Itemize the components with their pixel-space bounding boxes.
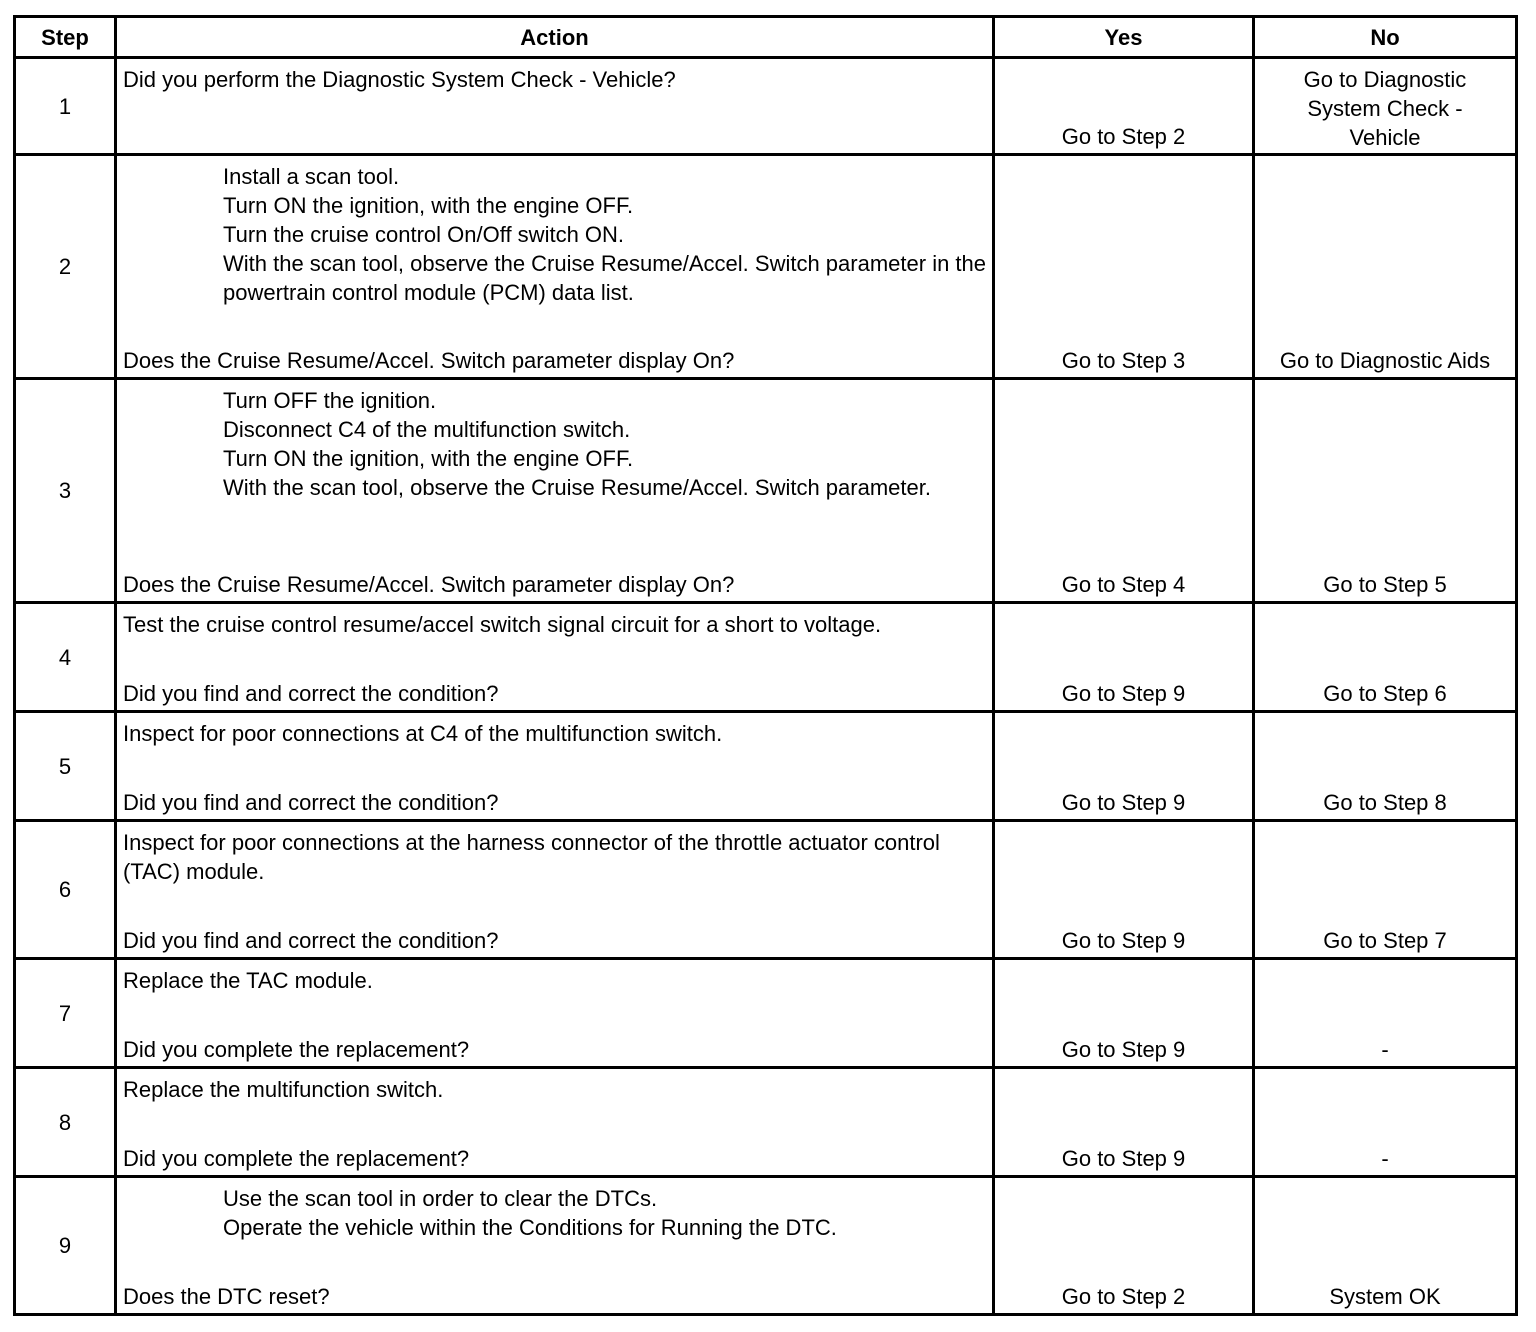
- step-number: 3: [15, 379, 116, 603]
- no-cell: [1254, 959, 1517, 1068]
- header-no: No: [1254, 17, 1517, 58]
- action-body: [123, 828, 988, 886]
- no-cell: [1254, 1177, 1517, 1315]
- header-action: Action: [116, 17, 994, 58]
- instruction-item: Use the scan tool in order to clear the DTCs.: [223, 1186, 658, 1211]
- action-content: [117, 156, 992, 377]
- no-result: -: [1381, 1146, 1389, 1171]
- action-content: [117, 604, 992, 710]
- action-text: Inspect for poor connections at the harness connector of the throttle actuator control (TAC) module.: [123, 830, 940, 884]
- action-cell: [116, 821, 994, 959]
- action-cell: [116, 1068, 994, 1177]
- action-cell: [116, 712, 994, 821]
- no-result: Go to Step 5: [1323, 572, 1447, 597]
- yes-cell: [994, 58, 1254, 155]
- action-cell: [116, 58, 994, 155]
- action-body: [123, 65, 988, 94]
- no-result: Go to Diagnostic Aids: [1279, 348, 1491, 373]
- no-result: Go to Step 6: [1323, 681, 1447, 706]
- instruction-list: [123, 386, 988, 502]
- instruction-item: Operate the vehicle within the Conditions for Running the DTC.: [223, 1215, 837, 1240]
- step-number: 1: [15, 58, 116, 155]
- action-text: Replace the multifunction switch.: [123, 1077, 444, 1102]
- no-cell: [1254, 821, 1517, 959]
- action-content: [117, 1178, 992, 1313]
- step-number: 2: [15, 155, 116, 379]
- yes-result: Go to Step 9: [1061, 928, 1186, 953]
- step-number: 8: [15, 1068, 116, 1177]
- yes-result: Go to Step 4: [1061, 572, 1186, 597]
- yes-cell: [994, 712, 1254, 821]
- no-cell: [1254, 58, 1517, 155]
- yes-cell: [994, 1068, 1254, 1177]
- action-text: Inspect for poor connections at C4 of the multifunction switch.: [123, 721, 723, 746]
- yes-cell: [994, 1177, 1254, 1315]
- action-content: [117, 713, 992, 819]
- action-cell: [116, 1177, 994, 1315]
- action-cell: [116, 603, 994, 712]
- no-cell: [1254, 603, 1517, 712]
- no-result: -: [1381, 1037, 1389, 1062]
- yes-cell: [994, 155, 1254, 379]
- no-result: Go to Diagnostic System Check - Vehicle: [1303, 67, 1467, 150]
- step-number: 6: [15, 821, 116, 959]
- action-question: Does the Cruise Resume/Accel. Switch parameter display On?: [123, 572, 735, 597]
- instruction-list: [123, 1184, 988, 1242]
- instruction-list: [123, 162, 988, 307]
- yes-result: Go to Step 9: [1061, 1146, 1186, 1171]
- action-body: [123, 1184, 988, 1242]
- step-number: 4: [15, 603, 116, 712]
- yes-result: Go to Step 2: [1061, 124, 1186, 149]
- table-row: [15, 1177, 1517, 1315]
- action-body: [123, 386, 988, 502]
- table-row: [15, 58, 1517, 155]
- action-body: [123, 610, 988, 639]
- table-row: [15, 712, 1517, 821]
- action-question: Does the DTC reset?: [123, 1284, 330, 1309]
- action-question: Did you find and correct the condition?: [123, 681, 499, 706]
- no-result: Go to Step 7: [1323, 928, 1447, 953]
- yes-cell: [994, 959, 1254, 1068]
- instruction-item: Turn ON the ignition, with the engine OFF.: [223, 446, 634, 471]
- action-content: [117, 380, 992, 601]
- action-body: [123, 966, 988, 995]
- action-content: [117, 1069, 992, 1175]
- table-row: [15, 155, 1517, 379]
- yes-result: Go to Step 9: [1061, 790, 1186, 815]
- instruction-item: Install a scan tool.: [223, 164, 400, 189]
- table-row: [15, 821, 1517, 959]
- yes-result: Go to Step 3: [1061, 348, 1186, 373]
- instruction-item: Turn the cruise control On/Off switch ON.: [223, 222, 625, 247]
- yes-result: Go to Step 9: [1061, 681, 1186, 706]
- no-cell: [1254, 712, 1517, 821]
- diagnostic-table: [13, 15, 1518, 1316]
- action-question: Does the Cruise Resume/Accel. Switch parameter display On?: [123, 348, 735, 373]
- table-row: [15, 1068, 1517, 1177]
- no-result: System OK: [1329, 1284, 1441, 1309]
- yes-cell: [994, 603, 1254, 712]
- action-question: Did you find and correct the condition?: [123, 790, 499, 815]
- no-result: Go to Step 8: [1323, 790, 1447, 815]
- table-row: [15, 603, 1517, 712]
- instruction-item: Disconnect C4 of the multifunction switch.: [223, 417, 631, 442]
- table-row: [15, 959, 1517, 1068]
- action-question: Did you complete the replacement?: [123, 1037, 470, 1062]
- action-text: Did you perform the Diagnostic System Check - Vehicle?: [123, 67, 676, 92]
- instruction-item: Turn OFF the ignition.: [223, 388, 437, 413]
- header-yes: Yes: [994, 17, 1254, 58]
- instruction-item: With the scan tool, observe the Cruise Resume/Accel. Switch parameter in the powertrain control module (PCM) data list.: [223, 251, 987, 305]
- table-row: [15, 379, 1517, 603]
- action-content: [117, 960, 992, 1066]
- action-content: [117, 59, 992, 153]
- action-cell: [116, 959, 994, 1068]
- step-number: 5: [15, 712, 116, 821]
- yes-result: Go to Step 9: [1061, 1037, 1186, 1062]
- yes-cell: [994, 821, 1254, 959]
- header-step: Step: [15, 17, 116, 58]
- step-number: 9: [15, 1177, 116, 1315]
- yes-result: Go to Step 2: [1061, 1284, 1186, 1309]
- action-body: [123, 1075, 988, 1104]
- action-cell: [116, 155, 994, 379]
- action-text: Replace the TAC module.: [123, 968, 373, 993]
- no-cell: [1254, 379, 1517, 603]
- action-question: Did you complete the replacement?: [123, 1146, 470, 1171]
- action-content: [117, 822, 992, 957]
- action-question: Did you find and correct the condition?: [123, 928, 499, 953]
- action-body: [123, 719, 988, 748]
- action-text: Test the cruise control resume/accel switch signal circuit for a short to voltage.: [123, 612, 882, 637]
- yes-cell: [994, 379, 1254, 603]
- table-body: [15, 58, 1517, 1315]
- no-cell: [1254, 155, 1517, 379]
- header-row: [15, 17, 1517, 58]
- instruction-item: With the scan tool, observe the Cruise Resume/Accel. Switch parameter.: [223, 475, 931, 500]
- action-body: [123, 162, 988, 307]
- action-cell: [116, 379, 994, 603]
- step-number: 7: [15, 959, 116, 1068]
- no-cell: [1254, 1068, 1517, 1177]
- instruction-item: Turn ON the ignition, with the engine OFF.: [223, 193, 634, 218]
